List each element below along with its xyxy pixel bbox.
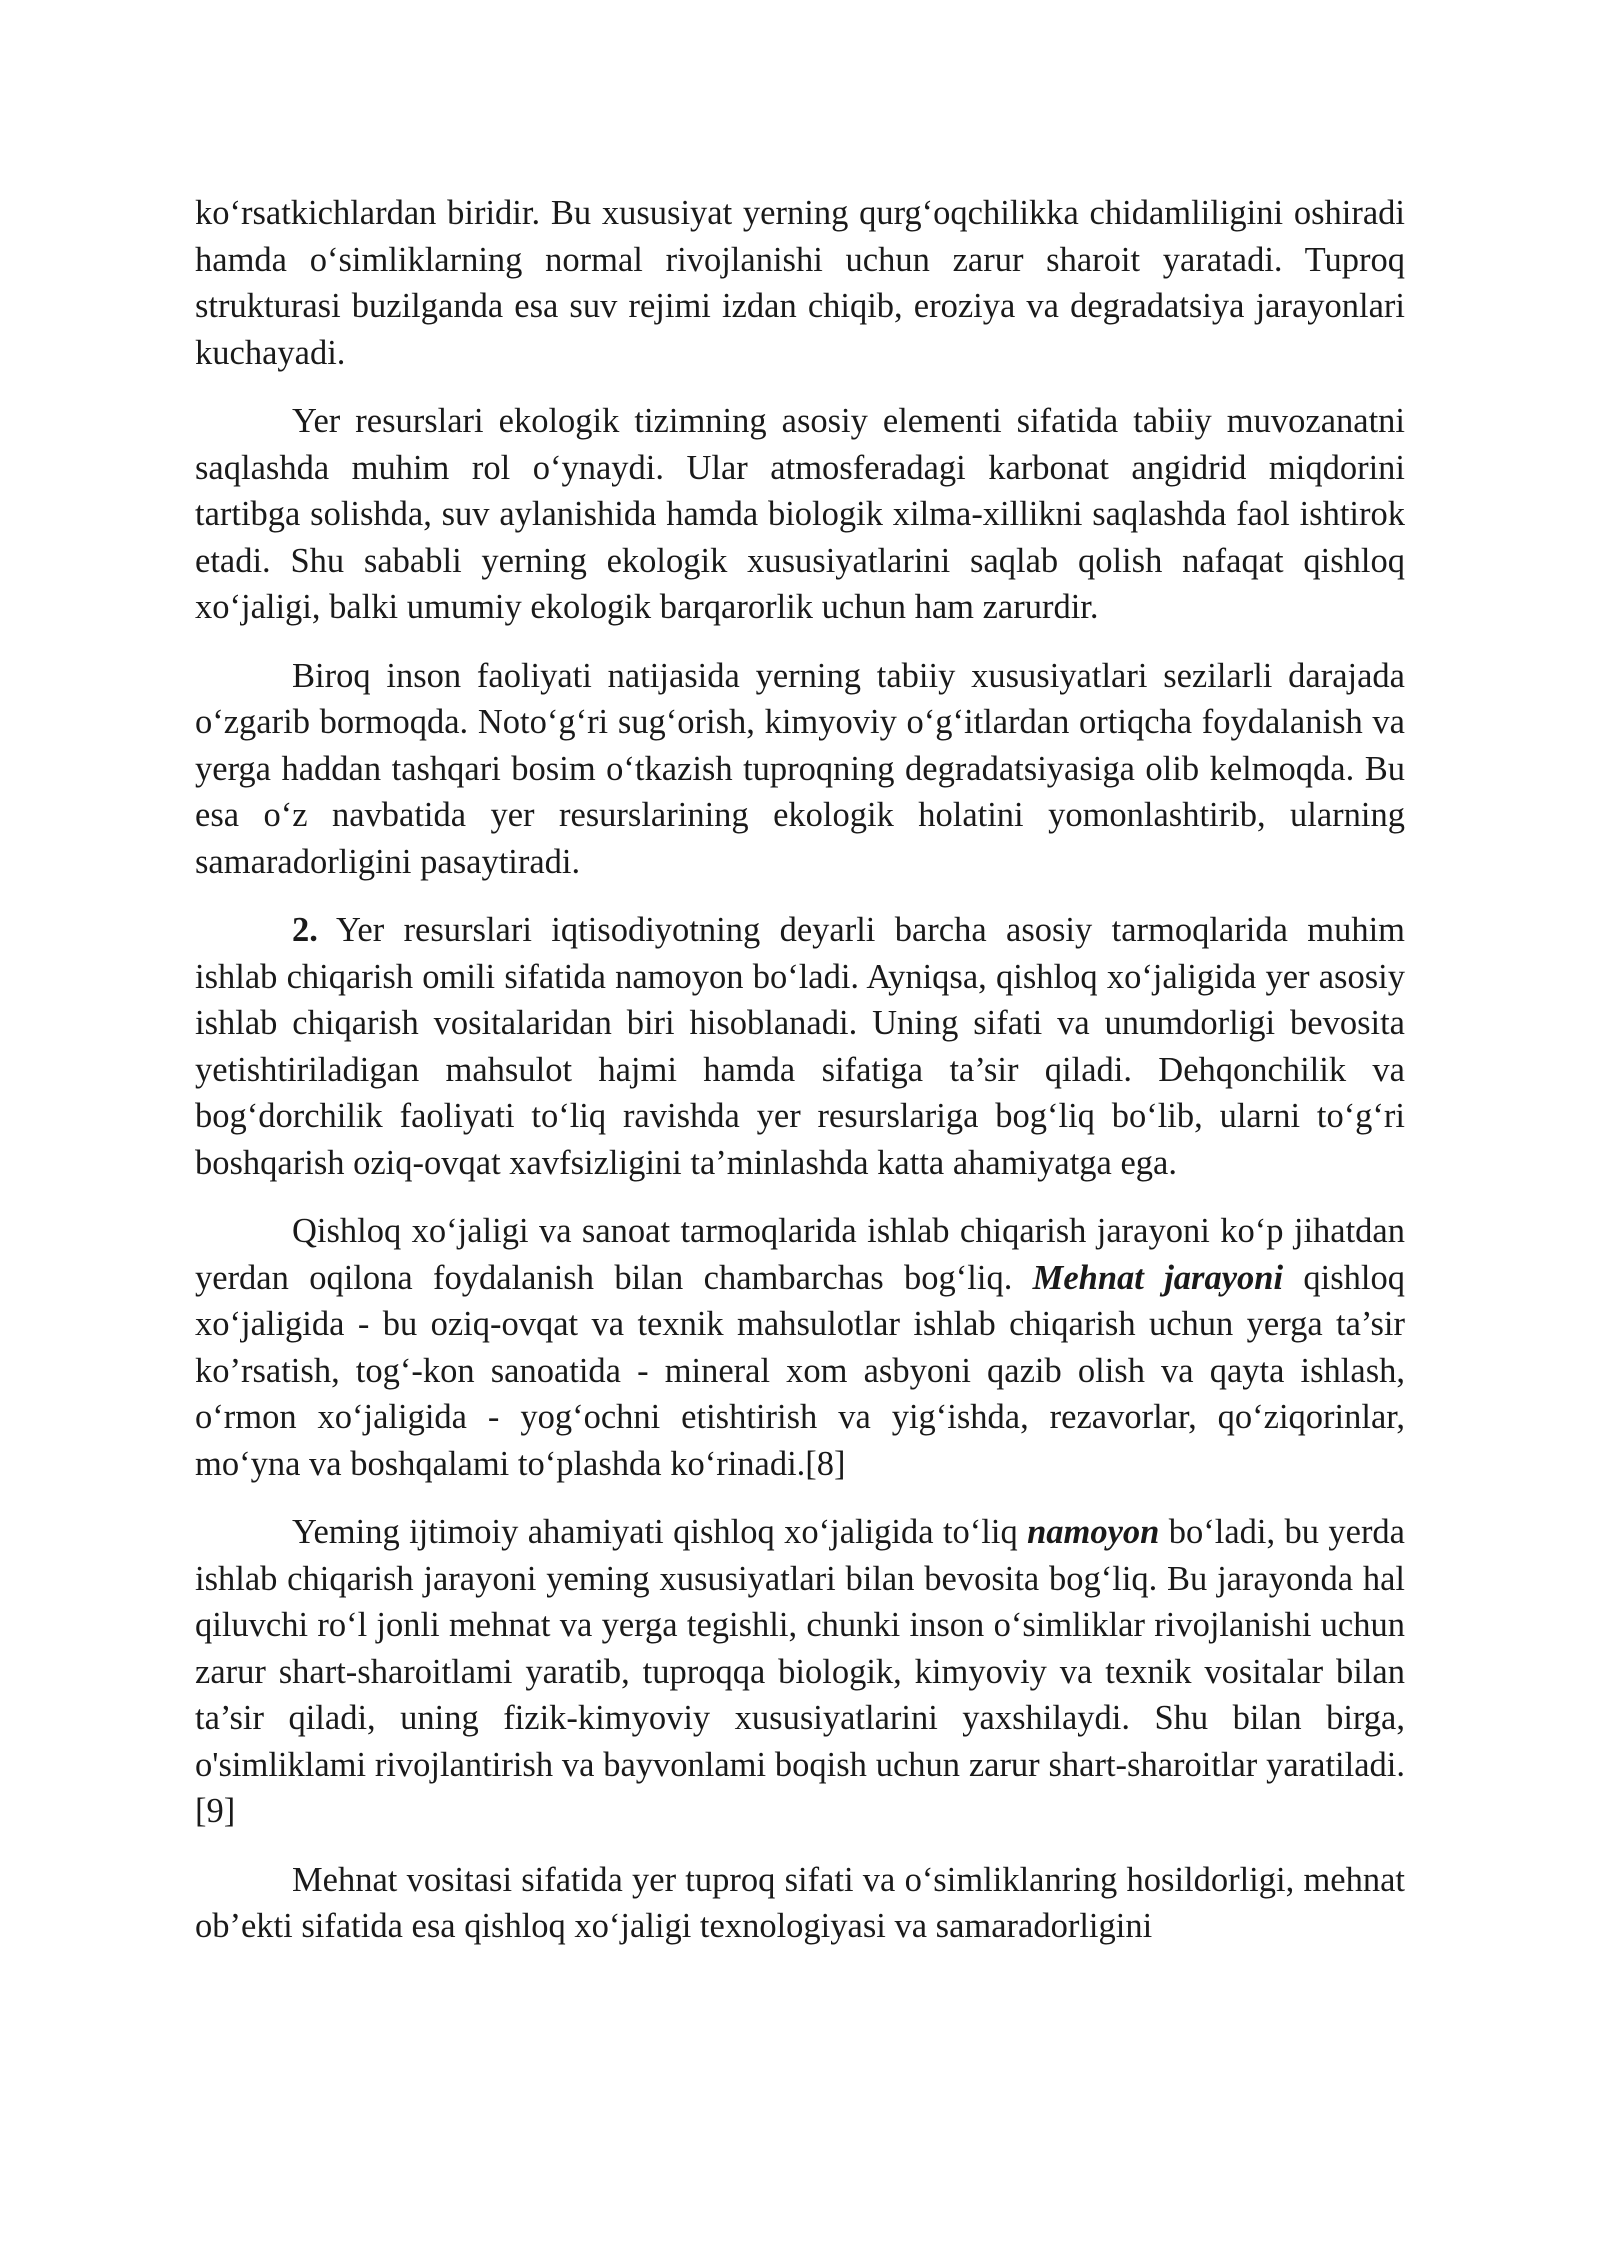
paragraph-1	[195, 190, 1405, 376]
paragraph-5	[195, 1208, 1405, 1487]
paragraph-text: bo‘ladi, bu yerda ishlab chiqarish jarayoni yeming xususiyatlari bilan bevosita bog‘liq. Bu jarayonda hal qiluvchi ro‘l jonli mehnat va yerga tegishli, chunki inson o‘simliklar rivojlanishi uchun zarur shart-sharoitlami yaratib, tuproqqa biologik, kimyoviy va texnik vositalar bilan ta’sir qiladi, uning fizik-kimyoviy xususiyatlarini yaxshilaydi. Shu bilan birga, o'simliklami rivojlantirish va bayvonlami boqish uchun zarur shart-sharoitlar yaratiladi.[9]	[195, 1513, 1405, 1830]
paragraph-3	[195, 653, 1405, 886]
paragraph-text: ko‘rsatkichlardan biridir. Bu xususiyat yerning qurg‘oqchilikka chidamliligini oshiradi hamda o‘simliklarning normal rivojlanishi uchun zarur sharoit yaratadi. Tuproq strukturasi buzilganda esa suv rejimi izdan chiqib, eroziya va degradatsiya jarayonlari kuchayadi.	[195, 194, 1405, 372]
paragraph-text: qishloq xo‘jaligida - bu oziq-ovqat va texnik mahsulotlar ishlab chiqarish uchun yerga ta’sir ko’rsatish, tog‘-kon sanoatida - mineral xom asbyoni qazib olish va qayta ishlash, o‘rmon xo‘jaligida - yog‘ochni etishtirish va yig‘ishda, rezavorlar, qo‘ziqorinlar, mo‘yna va boshqalami to‘plashda ko‘rinadi.[8]	[195, 1258, 1405, 1483]
paragraph-text: Mehnat vositasi sifatida yer tuproq sifati va o‘simliklanring hosildorligi, mehnat ob’ekti sifatida esa qishloq xo‘jaligi texnologiyasi va samaradorligini	[195, 1860, 1405, 1945]
paragraph-2	[195, 398, 1405, 631]
paragraph-text: Yeming ijtimoiy ahamiyati qishloq xo‘jaligida to‘liq	[292, 1513, 1028, 1551]
section-number: 2.	[292, 911, 318, 949]
paragraph-text: Biroq inson faoliyati natijasida yerning tabiiy xususiyatlari sezilarli darajada o‘zgarib bormoqda. Noto‘g‘ri sug‘orish, kimyoviy o‘g‘itlardan ortiqcha foydalanish va yerga haddan tashqari bosim o‘tkazish tuproqning degradatsiyasiga olib kelmoqda. Bu esa o‘z navbatida yer resurslarining ekologik holatini yomonlashtirib, ularning samaradorligini pasaytiradi.	[195, 656, 1405, 881]
paragraph-text: Qishloq xo‘jaligi va sanoat tarmoqlarida ishlab chiqarish jarayoni ko‘p jihatdan yerdan oqilona foydalanish bilan chambarchas bog‘liq.	[195, 1212, 1405, 1297]
paragraph-6	[195, 1509, 1405, 1835]
emphasis-term: namoyon	[1027, 1513, 1160, 1551]
paragraph-4	[195, 907, 1405, 1186]
paragraph-text: Yer resurslari iqtisodiyotning deyarli barcha asosiy tarmoqlarida muhim ishlab chiqarish omili sifatida namoyon bo‘ladi. Ayniqsa, qishloq xo‘jaligida yer asosiy ishlab chiqarish vositalaridan biri hisoblanadi. Uning sifati va unumdorligi bevosita yetishtiriladigan mahsulot hajmi hamda sifatiga ta’sir qiladi. Dehqonchilik va bog‘dorchilik faoliyati to‘liq ravishda yer resurslariga bog‘liq bo‘lib, ularni to‘g‘ri boshqarish oziq-ovqat xavfsizligini ta’minlashda katta ahamiyatga ega.	[195, 911, 1405, 1182]
document-page	[195, 190, 1405, 1972]
paragraph-7	[195, 1857, 1405, 1950]
paragraph-text: Yer resurslari ekologik tizimning asosiy elementi sifatida tabiiy muvozanatni saqlashda muhim rol o‘ynaydi. Ular atmosferadagi karbonat angidrid miqdorini tartibga solishda, suv aylanishida hamda biologik xilma-xillikni saqlashda faol ishtirok etadi. Shu sababli yerning ekologik xususiyatlarini saqlab qolish nafaqat qishloq xo‘jaligi, balki umumiy ekologik barqarorlik uchun ham zarurdir.	[195, 402, 1405, 626]
emphasis-term: Mehnat jarayoni	[1032, 1258, 1284, 1297]
